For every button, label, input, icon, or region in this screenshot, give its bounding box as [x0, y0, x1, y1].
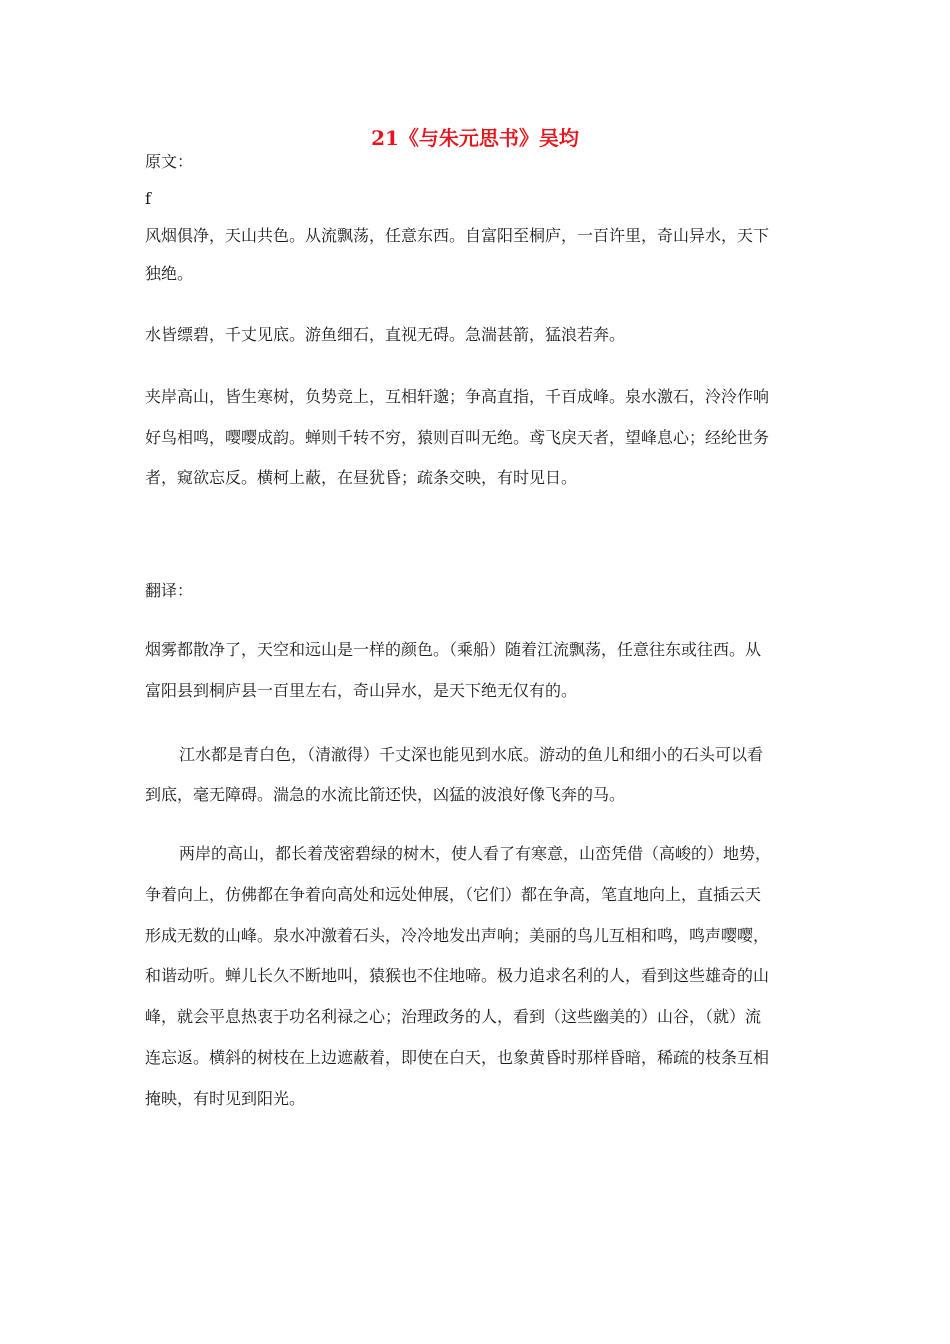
- text-line: 水皆缥碧，千丈见底。游鱼细石，直视无碍。急湍甚箭，猛浪若奔。: [145, 325, 626, 344]
- document-title: 21《与朱元思书》吴均: [371, 126, 579, 150]
- text-line: 两岸的高山，都长着茂密碧绿的树木，使人看了有寒意，山峦凭借（高峻的）地势，: [179, 844, 772, 863]
- text-line: 到底，毫无障碍。湍急的水流比箭还快，凶猛的波浪好像飞奔的马。: [145, 785, 626, 804]
- translation-label: 翻译：: [145, 581, 194, 600]
- stray-character: f: [145, 189, 151, 208]
- text-line: 独绝。: [145, 264, 194, 283]
- text-line: 江水都是青白色，（清澈得）千丈深也能见到水底。游动的鱼儿和细小的石头可以看: [179, 745, 764, 764]
- text-line: 好鸟相鸣，嘤嘤成韵。蝉则千转不穷，猿则百叫无绝。鸢飞戾天者，望峰息心；经纶世务: [145, 428, 770, 447]
- text-line: 夹岸高山，皆生寒树，负势竞上，互相轩邈；争高直指，千百成峰。泉水激石，泠泠作响: [145, 387, 770, 406]
- text-line: 风烟俱净，天山共色。从流飘荡，任意东西。自富阳至桐庐，一百许里，奇山异水，天下: [145, 226, 770, 245]
- text-line: 争着向上，仿佛都在争着向高处和远处伸展，（它们）都在争高，笔直地向上，直插云天: [145, 885, 762, 904]
- text-line: 形成无数的山峰。泉水冲激着石头，冷冷地发出声响；美丽的鸟儿互相和鸣，鸣声嘤嘤，: [145, 926, 770, 945]
- text-line: 和谐动听。蝉儿长久不断地叫，猿猴也不住地啼。极力追求名利的人，看到这些雄奇的山: [145, 966, 770, 985]
- original-label: 原文：: [145, 152, 194, 171]
- text-line: 烟雾都散净了，天空和远山是一样的颜色。（乘船）随着江流飘荡，任意往东或往西。从: [145, 640, 762, 659]
- text-line: 连忘返。横斜的树枝在上边遮蔽着，即使在白天，也象黄昏时那样昏暗，稀疏的枝条互相: [145, 1048, 770, 1067]
- text-line: 峰，就会平息热衷于功名利禄之心；治理政务的人，看到（这些幽美的）山谷，（就）流: [145, 1007, 762, 1026]
- text-line: 掩映，有时见到阳光。: [145, 1089, 306, 1108]
- text-line: 富阳县到桐庐县一百里左右，奇山异水，是天下绝无仅有的。: [145, 681, 578, 700]
- text-line: 者，窥欲忘反。横柯上蔽，在昼犹昏；疏条交映，有时见日。: [145, 468, 578, 487]
